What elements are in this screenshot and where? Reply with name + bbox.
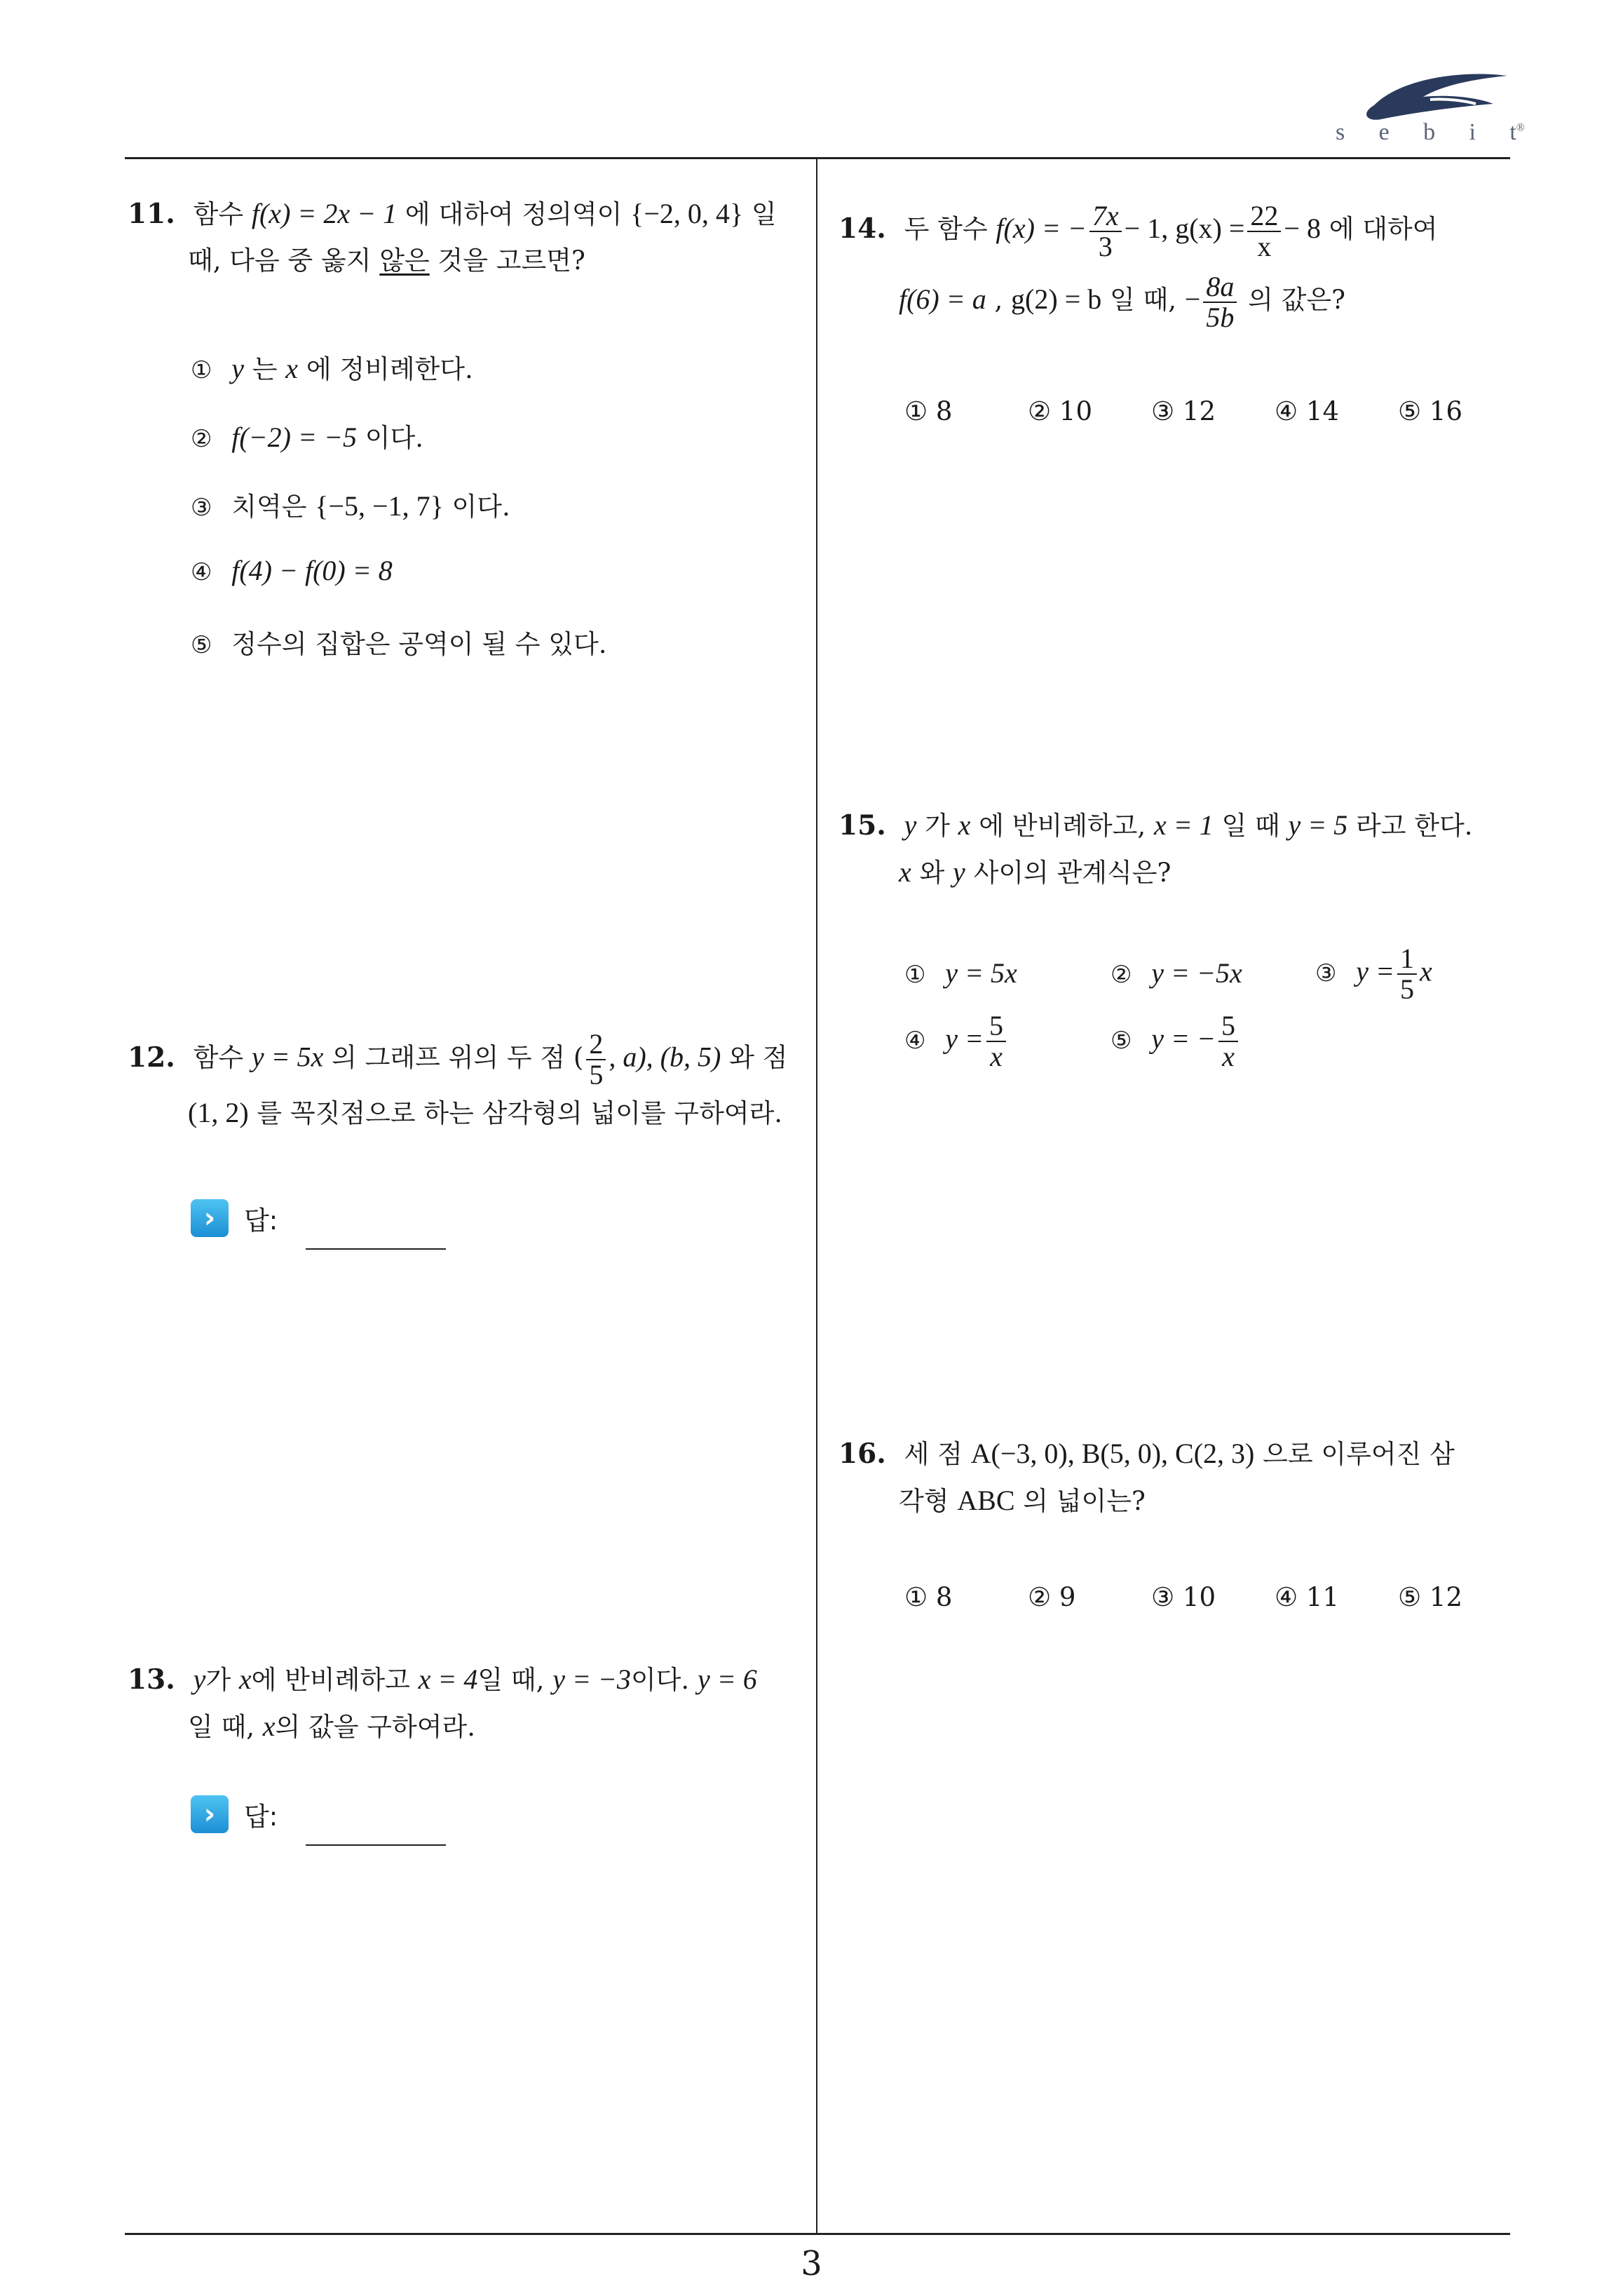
math: y: [953, 856, 965, 888]
choice-mark: ④: [191, 558, 212, 586]
text: 의 넓이는?: [1023, 1486, 1146, 1516]
logo-letter: i: [1469, 119, 1476, 145]
answer-label: 답:: [244, 1206, 278, 1236]
math: y: [231, 353, 245, 384]
choice-mark: ①: [904, 961, 926, 989]
math: y = −3: [552, 1663, 631, 1695]
problem-11: [128, 191, 808, 284]
text: 의 값은?: [1248, 285, 1345, 315]
p15-choice-3[interactable]: [1315, 944, 1432, 1004]
problem-number: 15.: [838, 809, 886, 842]
text: 으로 이루어진 삼: [1263, 1439, 1455, 1469]
math: x: [958, 809, 971, 841]
math: y: [904, 809, 917, 841]
math: f(x) = 2x − 1: [251, 198, 398, 229]
answer-blank-field[interactable]: [306, 1814, 446, 1846]
text: 함수: [193, 199, 244, 229]
text: ,: [994, 285, 1003, 315]
math: −: [1184, 283, 1201, 315]
text: 두 함수: [904, 214, 988, 244]
text: 에 정비례한다.: [306, 354, 473, 384]
problem-number: 12.: [128, 1041, 175, 1074]
math: x: [1420, 955, 1432, 987]
text: 와: [919, 858, 945, 888]
text: 일 때,: [188, 1712, 255, 1742]
text: 라고 한다.: [1356, 811, 1473, 841]
fraction: $\frac{5}{x}$: [986, 1011, 1006, 1072]
choice-mark: ②: [191, 425, 212, 453]
page-number: 3: [801, 2244, 822, 2283]
math: x: [285, 353, 299, 384]
choice-mark: ②: [1111, 961, 1132, 989]
text: 치역은: [231, 492, 307, 522]
text: 와 점: [729, 1042, 788, 1073]
choice-mark: ⑤: [1111, 1026, 1132, 1055]
math: ABC: [957, 1485, 1015, 1516]
problem-number: 11.: [128, 198, 175, 230]
math: x = 4: [418, 1663, 478, 1695]
math: y = 5x: [945, 957, 1017, 989]
problem-15: [838, 802, 1519, 896]
problem-number: 14.: [838, 212, 886, 245]
p11-choice-4[interactable]: [191, 554, 393, 587]
math: {−2, 0, 4}: [630, 198, 744, 229]
p16-choice-2[interactable]: ② 9: [1028, 1582, 1076, 1612]
text: 일 때,: [1110, 285, 1177, 315]
problem-12-line-1: [128, 1029, 808, 1090]
text: 이다.: [365, 423, 423, 453]
math: x: [899, 856, 911, 888]
problem-13-line-2: [128, 1703, 808, 1750]
text: 에 반비례하고: [251, 1665, 410, 1695]
choice-mark: ⑤: [191, 631, 212, 659]
math: y = 5x: [251, 1041, 324, 1073]
p14-choice-2[interactable]: ② 10: [1028, 396, 1093, 426]
footer-rule: [125, 2233, 1510, 2235]
p14-choice-4[interactable]: ④ 14: [1275, 396, 1340, 426]
logo-letter: t®: [1509, 119, 1525, 145]
math: f(x) = −: [996, 212, 1087, 244]
math: x: [262, 1710, 276, 1742]
text: 각형: [899, 1486, 949, 1516]
math: y = −5x: [1151, 957, 1242, 989]
p13-answer: [191, 1795, 446, 1833]
choice-mark: ③: [1315, 959, 1337, 987]
text: 는: [252, 354, 278, 384]
math: y = −: [1151, 1022, 1216, 1055]
problem-number: 16.: [838, 1438, 886, 1470]
p15-choice-2[interactable]: [1111, 957, 1242, 990]
fraction: $\frac{7x}{3}$: [1089, 201, 1122, 262]
text: 의 값을 구하여라.: [275, 1712, 476, 1742]
header-rule: [125, 157, 1510, 159]
text: 이다.: [630, 1665, 690, 1695]
math: y: [193, 1663, 206, 1695]
problem-16-line-2: [838, 1478, 1519, 1525]
fraction: $\frac{5}{x}$: [1218, 1011, 1238, 1072]
text: 세 점: [904, 1439, 963, 1469]
math: f(4) − f(0) = 8: [231, 555, 393, 586]
text: 가: [205, 1665, 231, 1695]
p14-choice-5[interactable]: ⑤ 16: [1398, 396, 1463, 426]
math: − 1, g(x) =: [1124, 212, 1245, 244]
problem-13: [128, 1656, 808, 1750]
underlined-text: 않은: [379, 245, 430, 276]
logo-letter: e: [1378, 119, 1390, 145]
math: A(−3, 0), B(5, 0), C(2, 3): [970, 1438, 1255, 1469]
math: y = 5: [1288, 809, 1348, 841]
arrow-right-icon: ›: [191, 1199, 229, 1237]
p11-choice-2[interactable]: [191, 417, 423, 454]
sebit-wordmark: [1336, 119, 1525, 146]
text: 가: [925, 811, 950, 841]
math: − 8: [1284, 212, 1321, 244]
problem-14: [838, 194, 1519, 335]
text: 것을 고르면?: [437, 245, 585, 276]
problem-13-line-1: [128, 1656, 808, 1703]
math: y =: [1356, 955, 1394, 987]
choice-mark: ④: [904, 1026, 926, 1055]
text: 이다.: [451, 492, 510, 522]
column-divider: [816, 158, 817, 2234]
p14-choice-3[interactable]: ③ 12: [1151, 396, 1216, 426]
text: 에 대하여: [1329, 214, 1438, 244]
problem-12-line-2: [128, 1090, 808, 1137]
p16-choices: [904, 1582, 1521, 1612]
problem-16-line-1: [838, 1431, 1519, 1478]
answer-blank-field[interactable]: [306, 1217, 446, 1250]
logo-letter: s: [1336, 119, 1345, 145]
p16-choice-3[interactable]: ③ 10: [1151, 1582, 1216, 1612]
problem-14-line-1: [838, 194, 1519, 264]
text: 사이의 관계식은?: [973, 858, 1172, 888]
math: x = 1: [1153, 809, 1214, 841]
fraction: $\frac{8a}{5b}$: [1203, 272, 1237, 332]
text: 때, 다음 중 옳지: [188, 245, 372, 276]
fraction: $\frac{2}{5}$: [586, 1029, 606, 1090]
text: 정수의 집합은 공역이 될 수 있다.: [231, 629, 607, 659]
choice-mark: ③: [191, 494, 212, 522]
text: 일 때: [1221, 811, 1280, 841]
arrow-right-icon: ›: [191, 1795, 229, 1833]
problem-14-line-2: [838, 264, 1519, 335]
problem-15-line-2: [838, 849, 1519, 896]
text: 에 반비례하고,: [979, 811, 1146, 841]
text: 함수: [193, 1042, 244, 1073]
math: {−5, −1, 7}: [315, 490, 444, 522]
logo-letter: b: [1423, 119, 1436, 145]
p14-choice-1[interactable]: ① 8: [904, 396, 953, 426]
math: , a), (b, 5): [609, 1041, 721, 1073]
problem-12: [128, 1029, 808, 1137]
p16-choice-4[interactable]: ④ 11: [1275, 1582, 1340, 1612]
math: (1, 2): [188, 1097, 249, 1128]
problem-15-line-1: [838, 802, 1519, 849]
problem-11-line-2: [128, 238, 808, 284]
text: 를 꼭짓점으로 하는 삼각형의 넓이를 구하여라.: [257, 1098, 783, 1128]
fraction: $\frac{1}{5}$: [1397, 944, 1417, 1004]
problem-number: 13.: [128, 1663, 175, 1696]
p15-choice-5[interactable]: [1111, 1011, 1241, 1072]
p15-choice-1[interactable]: [904, 957, 1017, 990]
p16-choice-1[interactable]: ① 8: [904, 1582, 953, 1612]
p15-choice-4[interactable]: [904, 1011, 1009, 1072]
math: x: [238, 1663, 252, 1695]
math: y =: [945, 1022, 984, 1055]
p12-answer: [191, 1199, 446, 1237]
math: f(−2) = −5: [231, 421, 357, 453]
fraction: $\frac{22}{x}$: [1247, 201, 1281, 262]
text: 일: [751, 199, 777, 229]
p11-choice-5[interactable]: [191, 623, 606, 661]
text: 의 그래프 위의 두 점 (: [332, 1042, 584, 1073]
math: g(2) = b: [1011, 283, 1102, 315]
p16-choice-5[interactable]: ⑤ 12: [1398, 1582, 1463, 1612]
math: f(6) = a: [899, 283, 986, 315]
p11-choice-3[interactable]: [191, 485, 510, 523]
math: y = 6: [697, 1663, 757, 1695]
answer-label: 답:: [244, 1802, 278, 1832]
choice-mark: ①: [191, 356, 212, 384]
text: 일 때,: [477, 1665, 545, 1695]
p14-choices: [904, 396, 1521, 426]
p11-choice-1[interactable]: [191, 348, 473, 386]
problem-11-line-1: [128, 191, 808, 238]
text: 에 대하여 정의역이: [405, 199, 623, 229]
problem-16: [838, 1431, 1519, 1525]
